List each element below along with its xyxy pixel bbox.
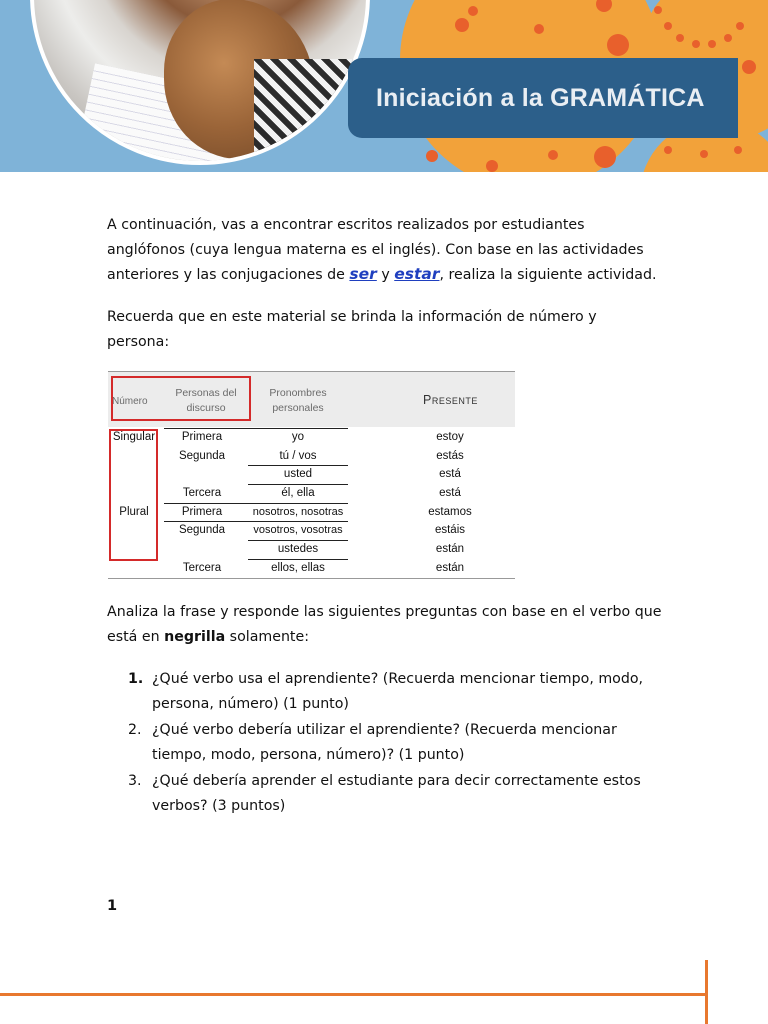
intro-text: anteriores y las conjugaciones de: [107, 267, 350, 283]
header-pronombres-line: personales: [272, 402, 324, 414]
red-highlight-box: [109, 429, 158, 561]
cell-presente: estás: [436, 450, 464, 462]
group-plural: Plural: [119, 506, 149, 518]
decorative-dot: [594, 146, 616, 168]
decorative-dot: [724, 34, 732, 42]
decorative-dot: [700, 150, 708, 158]
reminder-paragraph: [107, 305, 667, 354]
analysis-paragraph: [107, 600, 667, 649]
decorative-dot: [486, 160, 498, 172]
negrilla-word: negrilla: [164, 628, 226, 645]
cell-persona: Primera: [181, 506, 223, 518]
cell-presente: están: [435, 562, 465, 574]
title-bar: [348, 58, 738, 138]
intro-line: A continuación, vas a encontrar escritos realizados por estudiantes: [107, 217, 585, 233]
question-item: [128, 718, 668, 768]
red-highlight-box: [111, 376, 251, 421]
row-divider: [248, 540, 348, 541]
decorative-dot: [664, 22, 672, 30]
conjugation-table: [108, 371, 515, 579]
cell-persona: Primera: [181, 431, 223, 443]
cell-presente: está: [439, 468, 461, 480]
row-divider: [248, 484, 348, 485]
cell-pronombre: ellos, ellas: [271, 562, 325, 574]
analysis-text: solamente:: [225, 628, 310, 645]
cell-pronombre: usted: [283, 468, 313, 480]
header-personas-line: Personas del: [175, 387, 237, 399]
decorative-dot: [692, 40, 700, 48]
question-line: ¿Qué debería aprender el estudiante para decir correctamente estos: [152, 773, 641, 789]
header-personas-line: discurso: [186, 402, 226, 414]
questions-list: [128, 667, 668, 820]
decorative-dot: [664, 146, 672, 154]
intro-text: , realiza la siguiente actividad.: [439, 267, 657, 283]
cell-presente: está: [439, 487, 461, 499]
cell-persona: Tercera: [182, 487, 222, 499]
reminder-line: Recuerda que en este material se brinda la información de número y: [107, 309, 597, 325]
cell-pronombre: yo: [291, 431, 305, 443]
question-number: 1.: [128, 671, 144, 687]
cell-pronombre: él, ella: [281, 487, 315, 499]
cell-pronombre: tú / vos: [279, 450, 317, 462]
question-line: ¿Qué verbo usa el aprendiente? (Recuerda mencionar tiempo, modo,: [152, 671, 644, 687]
analysis-line: Analiza la frase y responde las siguientes preguntas con base en el verbo que: [107, 604, 662, 620]
cell-pronombre: vosotros, vosotras: [253, 524, 343, 536]
footer-rule: [0, 993, 708, 996]
page-number: 1: [107, 898, 118, 914]
header-banner: [0, 0, 768, 172]
intro-paragraph: [107, 213, 667, 288]
cell-presente: estáis: [434, 524, 466, 536]
group-singular: Singular: [112, 431, 156, 443]
analysis-line: [107, 625, 667, 650]
cell-pronombre: nosotros, nosotras: [252, 506, 344, 518]
decorative-dot: [708, 40, 716, 48]
intro-line: [107, 262, 667, 288]
decorative-dot: [548, 150, 558, 160]
decorative-dot: [468, 6, 478, 16]
decorative-dot: [742, 60, 756, 74]
analysis-text: está en: [107, 628, 165, 645]
row-divider: [164, 521, 348, 522]
decorative-dot: [736, 22, 744, 30]
question-line: tiempo, modo, persona, número)? (1 punto): [152, 747, 465, 763]
ser-link[interactable]: ser: [349, 265, 377, 283]
intro-line: anglófonos (cuya lengua materna es el inglés). Con base en las actividades: [107, 241, 644, 258]
question-item: [128, 667, 668, 717]
decorative-dot: [654, 6, 662, 14]
decorative-dot: [426, 150, 438, 162]
decorative-dot: [676, 34, 684, 42]
row-divider: [164, 428, 348, 429]
question-number: 3.: [128, 773, 142, 789]
estar-link[interactable]: estar: [394, 265, 440, 283]
cell-presente: estoy: [436, 431, 464, 443]
cell-presente: están: [435, 543, 465, 555]
reminder-line: persona:: [107, 333, 170, 350]
cell-persona: Segunda: [178, 524, 226, 536]
table-bottom-border: [108, 578, 515, 579]
question-line: persona, número) (1 punto): [152, 696, 349, 712]
header-pronombres: [254, 386, 342, 416]
cell-presente: estamos: [428, 506, 472, 518]
cell-pronombre: ustedes: [277, 543, 319, 555]
student-writing-photo: [30, 0, 370, 165]
cell-persona: Tercera: [182, 562, 222, 574]
header-pronombres-line: Pronombres: [269, 387, 327, 399]
cell-persona: Segunda: [178, 450, 226, 462]
row-divider: [248, 465, 348, 466]
question-number: 2.: [128, 722, 142, 738]
decorative-dot: [534, 24, 544, 34]
question-line: ¿Qué verbo debería utilizar el aprendiente? (Recuerda mencionar: [152, 722, 617, 738]
footer-vertical-rule: [705, 960, 708, 1024]
row-divider: [164, 503, 348, 504]
decorative-dot: [734, 146, 742, 154]
decorative-dot: [607, 34, 629, 56]
question-item: [128, 769, 668, 819]
decorative-dot: [455, 18, 469, 32]
header-presente: Presente: [423, 393, 478, 407]
row-divider: [248, 559, 348, 560]
question-line: verbos? (3 puntos): [152, 798, 286, 814]
page-title: Iniciación a la GRAMÁTICA: [376, 83, 705, 112]
intro-text: y: [376, 267, 395, 283]
header-numero: Número: [112, 396, 148, 407]
